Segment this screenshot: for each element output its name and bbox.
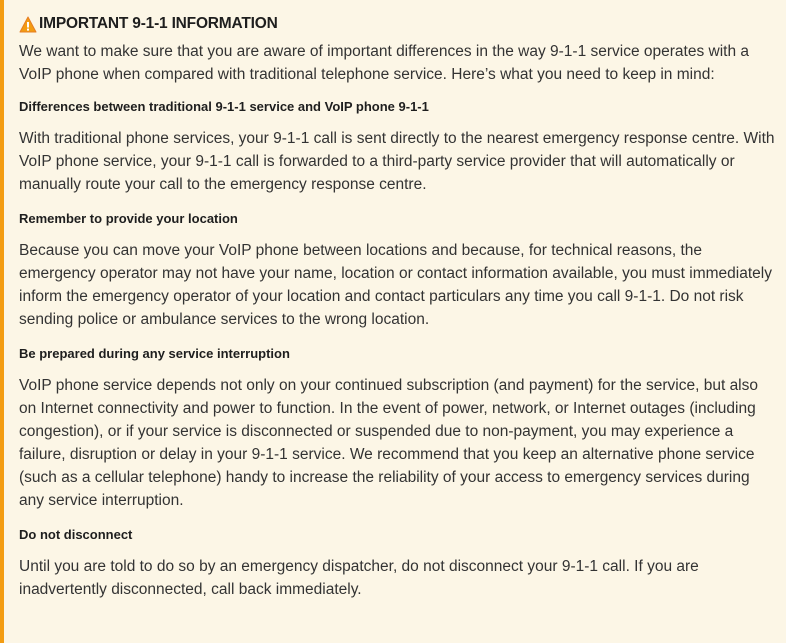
section-heading-location: Remember to provide your location [19,211,238,226]
notice-header [19,14,776,34]
section-heading-differences: Differences between traditional 9-1-1 service and VoIP phone 9-1-1 [19,99,429,114]
notice-title: IMPORTANT 9-1-1 INFORMATION [39,15,278,32]
section-heading-disconnect: Do not disconnect [19,527,133,542]
section-body-differences: With traditional phone services, your 9-1-1 call is sent directly to the nearest emergency response centre. With VoIP phone service, your 9-1-1 call is forwarded to a third-party service provider that will automatically or manually route your call to the emergency response centre. [19,130,775,193]
section-body-interruption: VoIP phone service depends not only on your continued subscription (and payment) for the service, but also on Internet connectivity and power to function. In the event of power, network, or Internet outages (including congestion), or if your service is disconnected or suspended due to non-payment, you may experience a failure, disruption or delay in your 9-1-1 service. We recommend that you keep an alternative phone service (such as a cellular telephone) handy to increase the reliability of your access to emergency services during any service interruption. [19,377,758,509]
section-heading-interruption: Be prepared during any service interruption [19,346,290,361]
warning-triangle-icon [19,16,37,33]
notice-intro: We want to make sure that you are aware of important differences in the way 9-1-1 service operates with a VoIP phone when compared with traditional telephone service. Here’s what you need to keep in mind: [19,43,750,83]
section-body-disconnect: Until you are told to do so by an emergency dispatcher, do not disconnect your 9-1-1 call. If you are inadvertently disconnected, call back immediately. [19,558,699,598]
section-body-location: Because you can move your VoIP phone between locations and because, for technical reasons, the emergency operator may not have your name, location or contact information available, you must immediately inform the emergency operator of your location and contact particulars any time you call 9-1-1. Do not risk sending police or ambulance services to the wrong location. [19,242,772,328]
